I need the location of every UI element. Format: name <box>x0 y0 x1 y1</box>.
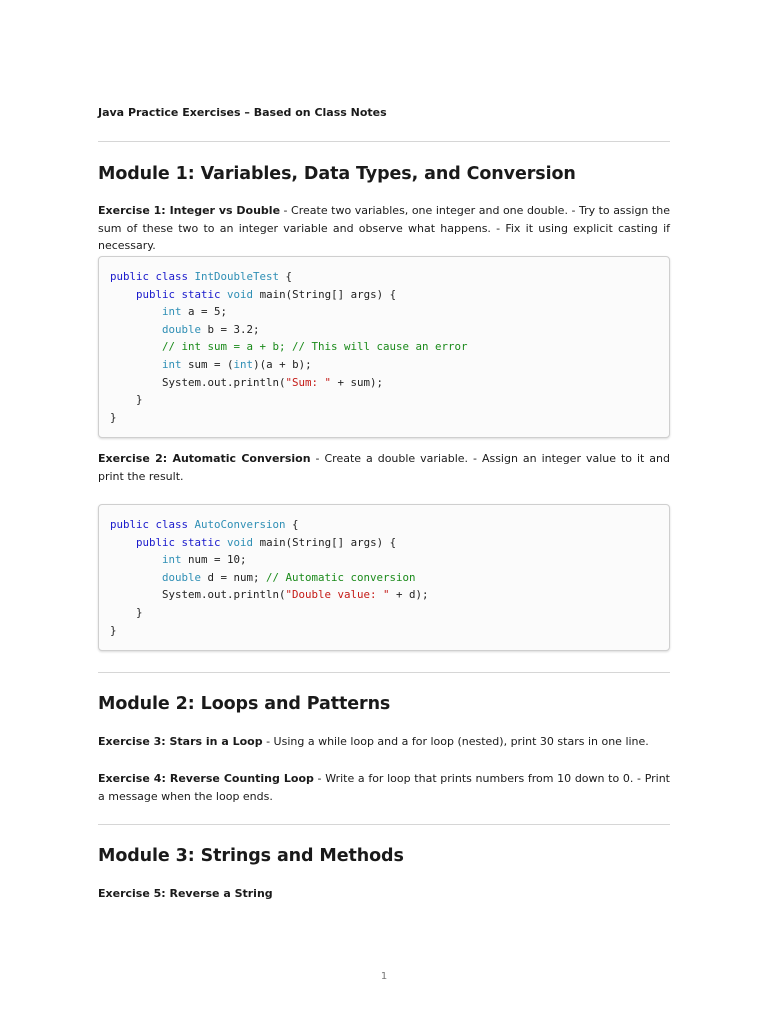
exercise-4-text: - Write a for loop that prints numbers from 10 down to 0. - Print a message when the loop ends. <box>98 772 670 803</box>
divider <box>98 824 670 825</box>
exercise-1-title: Exercise 1: Integer vs Double <box>98 204 281 217</box>
exercise-5-title: Exercise 5: Reverse a String <box>98 887 273 900</box>
exercise-2-description <box>98 450 670 485</box>
exercise-4-title: Exercise 4: Reverse Counting Loop <box>98 772 314 785</box>
divider <box>98 141 670 142</box>
exercise-3-title: Exercise 3: Stars in a Loop <box>98 735 263 748</box>
document-title: Java Practice Exercises – Based on Class Notes <box>98 106 387 119</box>
exercise-4-description <box>98 770 670 805</box>
code-block-auto-conversion: public class AutoConversion { public static void main(String[] args) { int num = 10; double d = num; // Automatic conversion System.out.println("Double value: " + d); } } <box>98 504 670 651</box>
module-1-heading: Module 1: Variables, Data Types, and Conversion <box>98 164 576 184</box>
exercise-1-description <box>98 202 670 255</box>
code-block-int-double-test: public class IntDoubleTest { public static void main(String[] args) { int a = 5; double b = 3.2; // int sum = a + b; // This will cause an error int sum = (int)(a + b); System.out.println("Sum: " + sum); } } <box>98 256 670 438</box>
divider <box>98 672 670 673</box>
exercise-2-title: Exercise 2: Automatic Conversion <box>98 452 311 465</box>
exercise-3-text: - Using a while loop and a for loop (nested), print 30 stars in one line. <box>262 735 649 748</box>
exercise-5-description <box>98 885 670 903</box>
exercise-1-text: - Create two variables, one integer and one double. - Try to assign the sum of these two to an integer variable and observe what happens. - Fix it using explicit casting if necessary. <box>98 204 670 252</box>
page-number: 1 <box>380 971 388 982</box>
exercise-2-text: - Create a double variable. - Assign an integer value to it and print the result. <box>98 452 671 483</box>
module-2-heading: Module 2: Loops and Patterns <box>98 694 391 714</box>
exercise-3-description <box>98 733 670 751</box>
module-3-heading: Module 3: Strings and Methods <box>98 846 404 866</box>
